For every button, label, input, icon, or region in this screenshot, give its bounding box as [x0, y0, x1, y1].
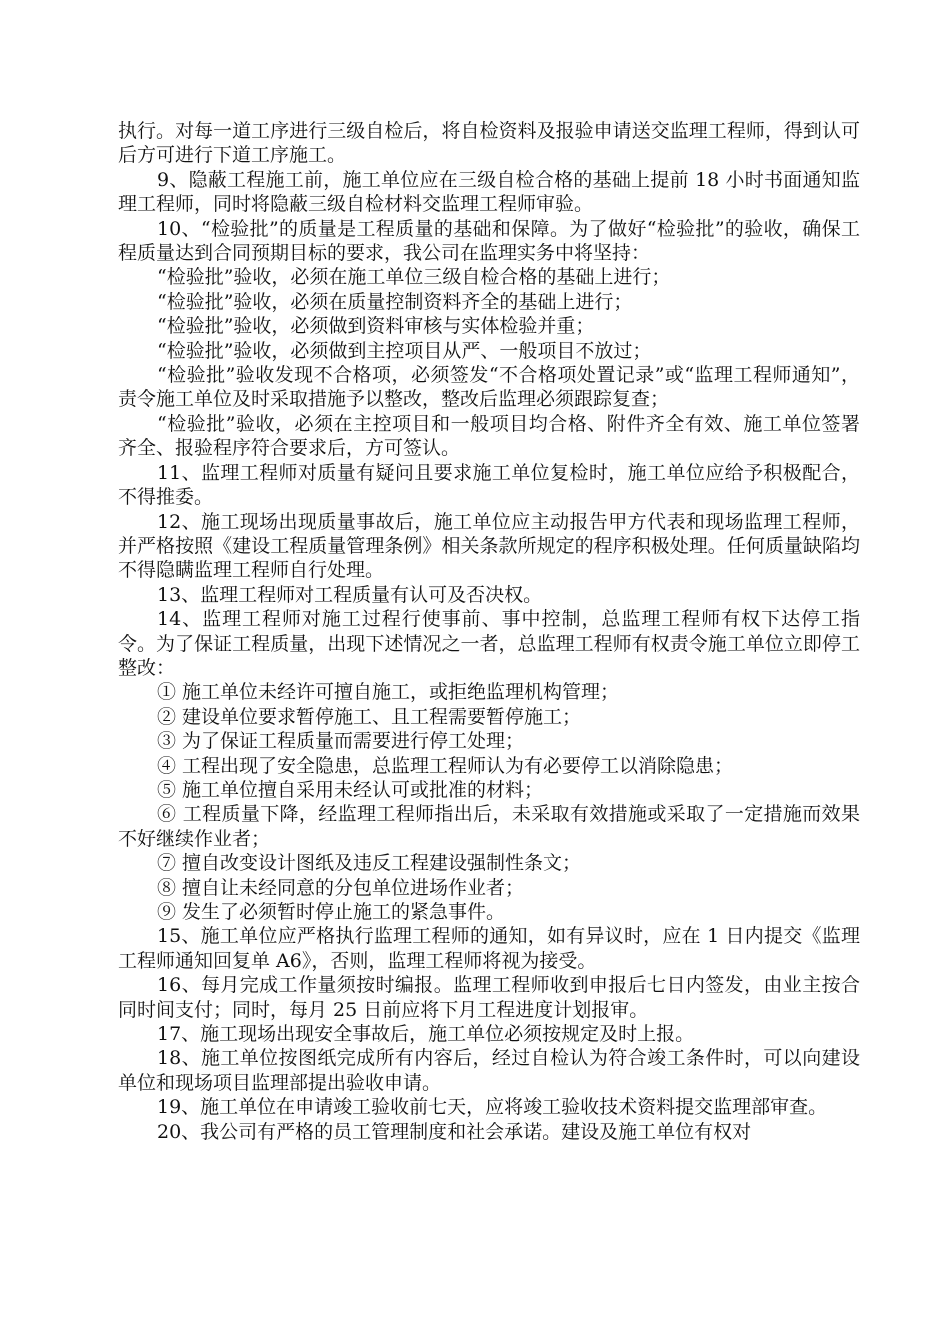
paragraph: 18、施工单位按图纸完成所有内容后，经过自检认为符合竣工条件时，可以向建设单位和现场项目监理部提出验收申请。 — [118, 1047, 860, 1094]
paragraph: 执行。对每一道工序进行三级自检后，将自检资料及报验申请送交监理工程师，得到认可后方可进行下道工序施工。 — [118, 120, 860, 167]
paragraph: 17、施工现场出现安全事故后，施工单位必须按规定及时上报。 — [157, 1023, 695, 1046]
paragraph: 12、施工现场出现质量事故后，施工单位应主动报告甲方代表和现场监理工程师，并严格按照《建设工程质量管理条例》相关条款所规定的程序积极处理。任何质量缺陷均不得隐瞒监理工程师自行处理。 — [118, 510, 860, 582]
paragraph: “检验批”验收，必须在主控项目和一般项目均合格、附件齐全有效、施工单位签署齐全、报验程序符合要求后，方可签认。 — [118, 412, 860, 460]
list-item: ① 施工单位未经许可擅自施工，或拒绝监理机构管理； — [157, 681, 620, 704]
list-item: ④ 工程出现了安全隐患，总监理工程师认为有必要停工以消除隐患； — [157, 754, 734, 777]
paragraph: 16、每月完成工作量须按时编报。监理工程师收到申报后七日内签发，由业主按合同时间支付；同时，每月 25 日前应将下月工程进度计划报审。 — [118, 974, 860, 1021]
paragraph: 10、“检验批”的质量是工程质量的基础和保障。为了做好“检验批”的验收，确保工程质量达到合同预期目标的要求，我公司在监理实务中将坚持： — [118, 217, 860, 265]
paragraph: 20、我公司有严格的员工管理制度和社会承诺。建设及施工单位有权对 — [157, 1120, 752, 1143]
list-item: ⑧ 擅自让未经同意的分包单位进场作业者； — [157, 876, 525, 899]
paragraph: 15、施工单位应严格执行监理工程师的通知，如有异议时，应在 1 日内提交《监理工程师通知回复单 A6》，否则，监理工程师将视为接受。 — [118, 925, 860, 972]
document-body — [118, 119, 860, 1144]
paragraph: “检验批”验收，必须在施工单位三级自检合格的基础上进行； — [157, 266, 671, 289]
paragraph: 11、监理工程师对质量有疑问且要求施工单位复检时，施工单位应给予积极配合，不得推委。 — [118, 461, 860, 509]
list-item: ⑨ 发生了必须暂时停止施工的紧急事件。 — [157, 901, 506, 923]
list-item: ⑥ 工程质量下降，经监理工程师指出后，未采取有效措施或采取了一定措施而效果不好继续作业者； — [118, 803, 860, 850]
paragraph: “检验批”验收，必须在质量控制资料齐全的基础上进行； — [157, 290, 633, 313]
list-item: ② 建设单位要求暂停施工、且工程需要暂停施工； — [157, 705, 582, 728]
paragraph: 13、监理工程师对工程质量有认可及否决权。 — [157, 583, 543, 606]
list-item: ③ 为了保证工程质量而需要进行停工处理； — [157, 730, 525, 753]
paragraph: 19、施工单位在申请竣工验收前七天，应将竣工验收技术资料提交监理部审查。 — [157, 1096, 828, 1119]
paragraph: “检验批”验收发现不合格项，必须签发“不合格项处置记录”或“监理工程师通知”，责令施工单位及时采取措施予以整改，整改后监理必须跟踪复查； — [118, 364, 860, 411]
paragraph: 9、隐蔽工程施工前，施工单位应在三级自检合格的基础上提前 18 小时书面通知监理工程师，同时将隐蔽三级自检材料交监理工程师审验。 — [118, 168, 860, 216]
list-item: ⑤ 施工单位擅自采用未经认可或批准的材料； — [157, 778, 544, 801]
paragraph: 14、监理工程师对施工过程行使事前、事中控制，总监理工程师有权下达停工指令。为了保证工程质量，出现下述情况之一者，总监理工程师有权责令施工单位立即停工整改： — [118, 608, 860, 679]
paragraph: “检验批”验收，必须做到主控项目从严、一般项目不放过； — [157, 339, 652, 362]
paragraph: “检验批”验收，必须做到资料审核与实体检验并重； — [157, 315, 595, 338]
list-item: ⑦ 擅自改变设计图纸及违反工程建设强制性条文； — [157, 852, 582, 875]
